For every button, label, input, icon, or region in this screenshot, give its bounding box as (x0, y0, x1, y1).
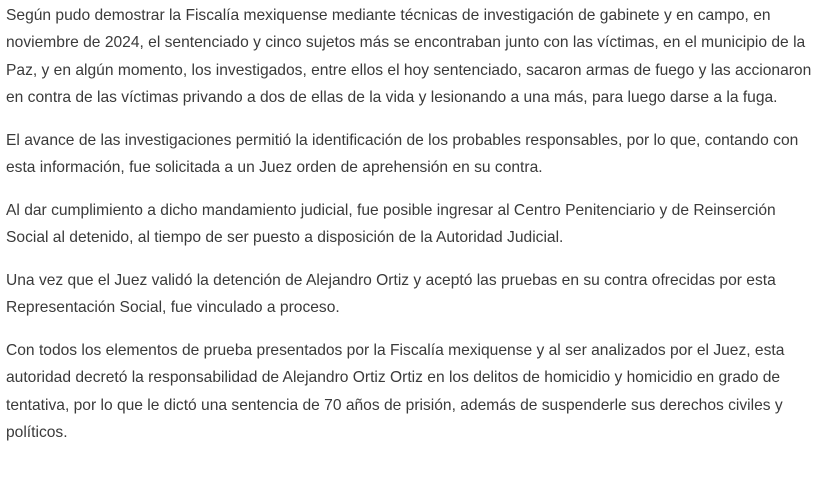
paragraph-investigation: Según pudo demostrar la Fiscalía mexiquense mediante técnicas de investigación de gabinete y en campo, en noviembre de 2024, el sentenciado y cinco sujetos más se encontraban junto con las víctimas, en el municipio de la Paz, y en algún momento, los investigados, entre ellos el hoy sentenciado, sacaron armas de fuego y las accionaron en contra de las víctimas privando a dos de ellas de la vida y lesionando a una más, para luego darse a la fuga. (6, 7, 812, 106)
paragraph-trial-binding: Una vez que el Juez validó la detención de Alejandro Ortiz y aceptó las pruebas en su contra ofrecidas por esta Representación Social, fue vinculado a proceso. (6, 271, 776, 317)
paragraph-detention: Al dar cumplimiento a dicho mandamiento judicial, fue posible ingresar al Centro Penitenciario y de Reinserción Social al detenido, al tiempo de ser puesto a disposición de la Autoridad Judicial. (6, 201, 776, 247)
paragraph-arrest-warrant: El avance de las investigaciones permitió la identificación de los probables responsables, por lo que, contando con esta información, fue solicitada a un Juez orden de aprehensión en su contra. (6, 131, 799, 176)
paragraph-sentence: Con todos los elementos de prueba presentados por la Fiscalía mexiquense y al ser analizados por el Juez, esta autoridad decretó la responsabilidad de Alejandro Ortiz Ortiz en los delitos de homicidio y homicidio en grado de tentativa, por lo que le dictó una sentencia de 70 años de prisión, además de suspenderle sus derechos civiles y políticos. (6, 341, 785, 441)
